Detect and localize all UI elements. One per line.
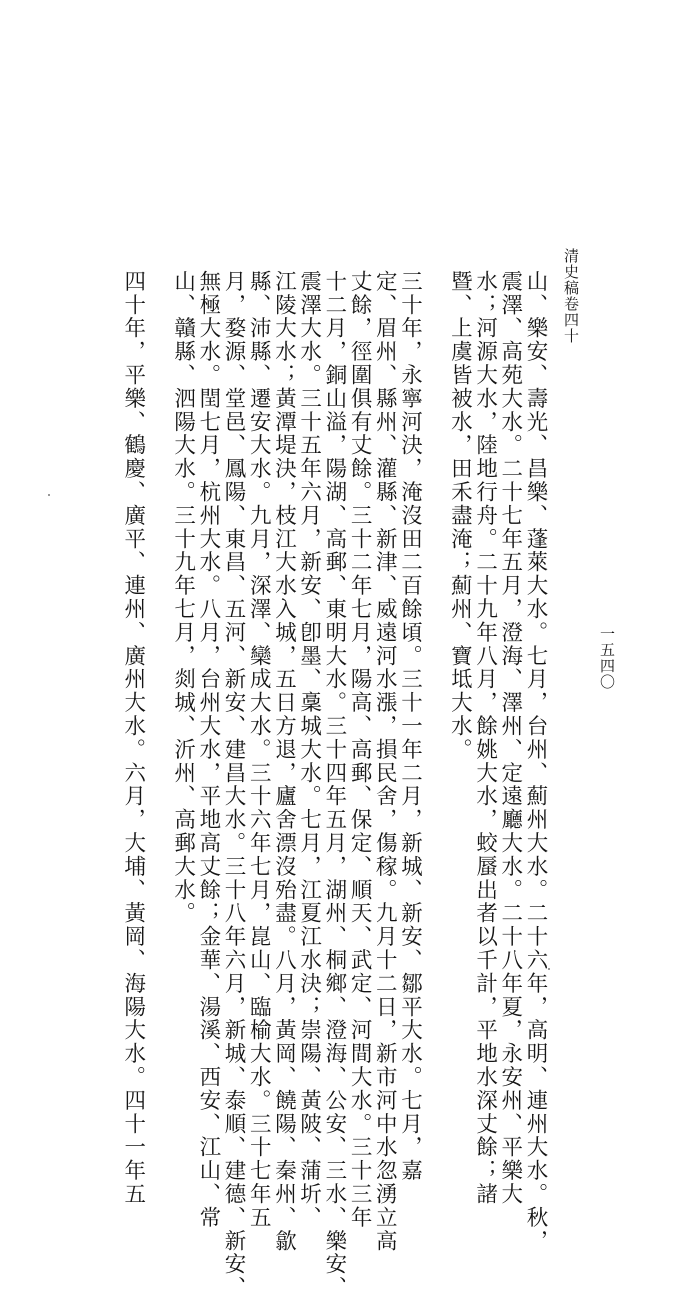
- main-text: [88, 270, 548, 1300]
- page-number: 一五四〇: [598, 626, 616, 690]
- text-column: 縣、沛縣、遷安大水。九月，深澤、欒成大水。三十六年七月，崑山、臨榆大水。三十七年五: [246, 270, 272, 1230]
- text-column: 丈餘，徑圍俱有丈餘。三十二年七月，陽高、高郵、保定、順天、武定、河間大水。三十三年: [347, 270, 373, 1230]
- running-title: 清史稿卷四十: [562, 248, 580, 344]
- text-column: 三十年，永寧河決，淹沒田二百餘頃。三十一年二月，新城、新安、鄒平大水。七月，嘉: [397, 270, 423, 1183]
- text-column: 定、眉州、縣州、灌縣、新津、威遠河水漲，損民舍，傷稼。九月十二日，新市河中水忽湧立高: [372, 270, 398, 1253]
- text-column: 山、贛縣、泗陽大水。三十九年七月，剡城、沂州、高郵大水。: [170, 270, 196, 926]
- text-column: 十二月，銅山溢，陽湖、高郵、東明大水。三十四年五月，湖州、桐鄉、澄海、公安、三水、樂安、: [321, 270, 347, 1300]
- text-column: 江陵大水；黃潭堤決，枝江大水入城，五日方退，廬舍漂沒殆盡。八月，黃岡、饒陽、秦州、歙: [271, 270, 297, 1253]
- text-column: 月，婺源、堂邑、鳳陽、東昌、五河、新安、建昌大水。三十八年六月，新城、泰順、建德、新安、: [221, 270, 247, 1300]
- text-column: 震澤、高苑大水。二十七年五月，澄海、澤州、定遠廳大水。二十八年夏，永安州、平樂大: [497, 270, 523, 1206]
- text-column: 水；河源大水，陸地行舟。二十九年八月，餘姚大水，蛟蜃出者以千計，平地水深丈餘；諸: [472, 270, 498, 1206]
- text-column: 暨、上虞皆被水，田禾盡淹；薊州、寶坻大水。: [447, 270, 473, 762]
- text-column: 山、樂安、壽光、昌樂、蓬萊大水。七月，台州、薊州大水。二十六年，高明、連州大水。秋，: [523, 270, 548, 1253]
- text-column: 震澤大水。三十五年六月，新安、卽墨、稾城大水。七月，江夏江水決；崇陽、黃陂、蒲圻、: [296, 270, 322, 1230]
- scan-speck: [48, 494, 50, 496]
- text-column: 四十年，平樂、鶴慶、廣平、連州、廣州大水。六月，大埔、黃岡、海陽大水。四十一年五: [120, 270, 146, 1206]
- text-column: 無極大水。閏七月，杭州大水。八月，台州大水，平地高丈餘；金華、湯溪、西安、江山、常: [195, 270, 221, 1230]
- scan-speck: [548, 968, 550, 970]
